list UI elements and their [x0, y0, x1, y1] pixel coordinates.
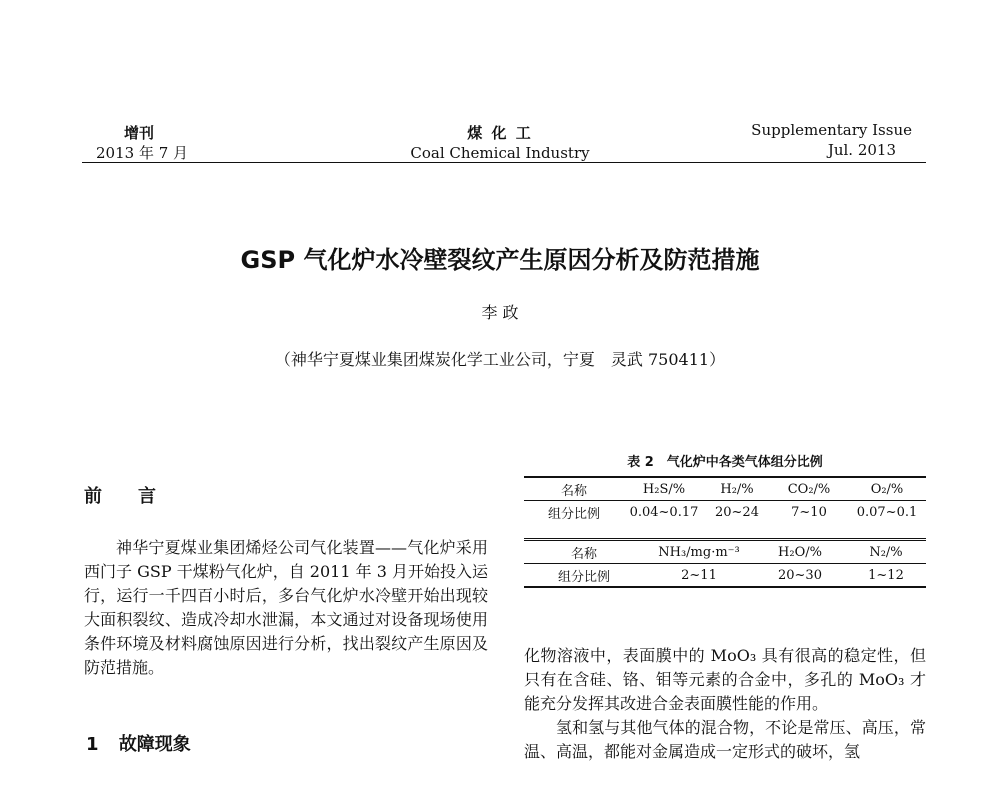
- table-header-cell: NH₃/mg·m⁻³: [644, 540, 754, 564]
- header-rule: [82, 162, 926, 163]
- table-header-cell: CO₂/%: [770, 477, 848, 501]
- table-caption: 表 2 气化炉中各类气体组分比例: [627, 455, 823, 470]
- journal-title-cn: 煤 化 工: [467, 124, 533, 142]
- table-cell: 组分比例: [557, 569, 610, 585]
- gas-table-part2: [524, 538, 926, 588]
- table-cell: 组分比例: [547, 506, 600, 522]
- table-row: [524, 564, 926, 588]
- table-row: [524, 501, 926, 524]
- table-header-cell: 名称: [524, 540, 644, 564]
- section-number: 1: [86, 734, 99, 755]
- header-supplementary: Supplementary Issue: [751, 121, 912, 139]
- table-cell: 20~24: [715, 504, 759, 520]
- section-title: 故障现象: [118, 734, 191, 755]
- table-cell: 0.07~0.1: [856, 504, 918, 520]
- table-header-cell: O₂/%: [848, 477, 926, 501]
- table-cell: 0.04~0.17: [629, 504, 699, 520]
- intro-paragraph: [84, 536, 488, 680]
- intro-heading: 前 言: [84, 486, 156, 507]
- table-cell: 7~10: [791, 504, 827, 520]
- journal-title-en: Coal Chemical Industry: [410, 144, 590, 162]
- article-title: GSP 气化炉水冷壁裂纹产生原因分析及防范措施: [240, 246, 760, 274]
- table-cell: 1~12: [868, 567, 904, 583]
- right-paragraph-1: 化物溶液中，表面膜中的 MoO₃ 具有很高的稳定性，但只有在含硅、铬、钼等元素的合金中，多孔的 MoO₃ 才能充分发挥其改进合金表面膜性能的作用。: [524, 646, 926, 713]
- table-header-cell: 名称: [524, 477, 624, 501]
- table-header-cell: N₂/%: [846, 540, 926, 564]
- table-header-cell: H₂O/%: [754, 540, 846, 564]
- table-header-row: [524, 540, 926, 564]
- table-header-row: [524, 477, 926, 501]
- table-cell: 20~30: [778, 567, 822, 583]
- table-header-cell: H₂S/%: [624, 477, 704, 501]
- intro-paragraph-text: 神华宁夏煤业集团烯烃公司气化装置——气化炉采用西门子 GSP 干煤粉气化炉，自 2011 年 3 月开始投入运行，运行一千四百小时后，多台气化炉水冷壁开始出现较大面积裂纹、造成冷却水泄漏，本文通过对设备现场使用条件环境及材料腐蚀原因进行分析，找出裂纹产生原因及防范措施。: [84, 538, 488, 677]
- table-header-cell: H₂/%: [704, 477, 770, 501]
- gas-table-part1: [524, 476, 926, 523]
- header-date: 2013 年 7 月: [96, 144, 189, 162]
- header-date-en: Jul. 2013: [827, 141, 896, 159]
- right-paragraph-2: 氢和氢与其他气体的混合物，不论是常压、高压，常温、高温，都能对金属造成一定形式的破坏，氢: [524, 718, 926, 761]
- affiliation: （神华宁夏煤业集团煤炭化学工业公司，宁夏 灵武 750411）: [274, 350, 726, 369]
- right-column-text: [524, 644, 926, 786]
- section-heading-1: [86, 730, 191, 756]
- table-cell: 2~11: [681, 567, 717, 583]
- author: 李 政: [481, 303, 519, 322]
- header-issue-label: 增刊: [124, 124, 155, 142]
